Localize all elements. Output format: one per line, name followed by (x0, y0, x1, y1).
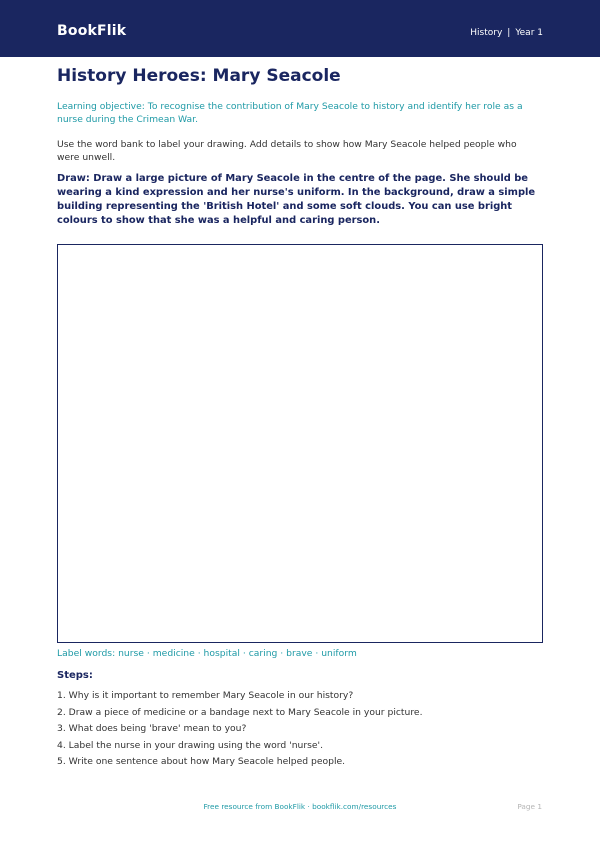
step-item: 5. Write one sentence about how Mary Seacole helped people. (57, 756, 346, 768)
step-item: 2. Draw a piece of medicine or a bandage next to Mary Seacole in your picture. (57, 706, 423, 718)
step-item: 3. What does being 'brave' mean to you? (57, 723, 247, 735)
drawing-task: Draw: Draw a large picture of Mary Seacole in the centre of the page. She should be wearing a kind expression and her nurse's uniform. In the background, draw a simple building representing the 'British Hotel' and some soft clouds. You can use bright colours to show that she was a helpful and caring person. (57, 173, 536, 226)
learning-objective: Learning objective: To recognise the contribution of Mary Seacole to history and identify her role as a nurse during the Crimean War. (57, 101, 523, 125)
page-number: Page 1 (517, 802, 542, 811)
page-header (0, 0, 600, 57)
brand-logo: BookFlik (57, 23, 127, 39)
steps-heading: Steps: (57, 670, 93, 681)
steps-list (57, 688, 423, 771)
word-bank: Label words: nurse · medicine · hospital · caring · brave · uniform (57, 648, 357, 659)
instruction-text: Use the word bank to label your drawing. Add details to show how Mary Seacole helped people who were unwell. (57, 139, 517, 163)
year-label: Year 1 (515, 28, 543, 38)
drawing-box[interactable] (57, 244, 543, 643)
page-title: History Heroes: Mary Seacole (57, 66, 341, 86)
step-item: 1. Why is it important to remember Mary Seacole in our history? (57, 690, 354, 701)
header-meta (470, 28, 543, 38)
subject-label: History (470, 28, 503, 38)
step-item: 4. Label the nurse in your drawing using the word 'nurse'. (57, 739, 324, 751)
header-separator: | (507, 28, 511, 38)
footer-credit: Free resource from BookFlik · bookflik.com/resources (203, 802, 397, 811)
